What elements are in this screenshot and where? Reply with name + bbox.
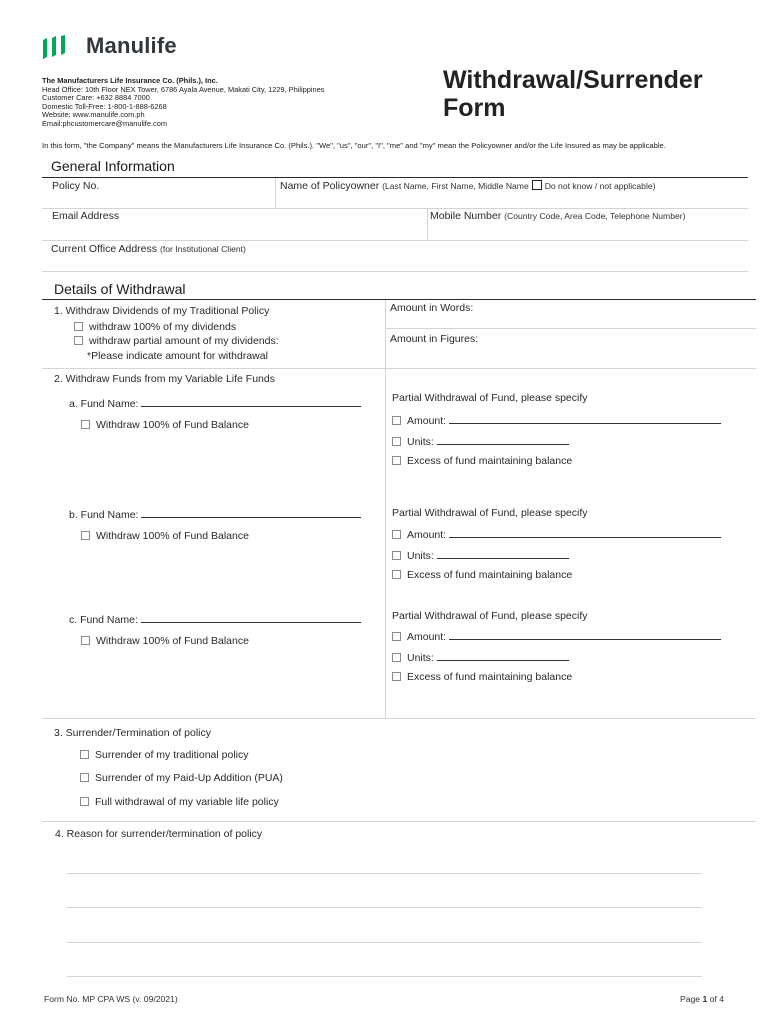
- fund-a-units[interactable]: Units:: [392, 434, 569, 448]
- company-info: [42, 77, 324, 129]
- divider: [42, 208, 748, 209]
- customer-care: Customer Care: +632 8884 7000: [42, 93, 150, 103]
- divider: [42, 368, 756, 369]
- amount-figures-field[interactable]: Amount in Figures:: [390, 333, 479, 345]
- checkbox[interactable]: [80, 750, 89, 759]
- reason-line[interactable]: [67, 873, 702, 874]
- fund-b-full-option[interactable]: Withdraw 100% of Fund Balance: [81, 530, 249, 542]
- fund-a-amount[interactable]: Amount:: [392, 413, 721, 427]
- checkbox[interactable]: [392, 632, 401, 641]
- fund-c-units[interactable]: Units:: [392, 650, 569, 664]
- amount-input[interactable]: [449, 413, 721, 424]
- checkbox[interactable]: [81, 420, 90, 429]
- divider: [275, 178, 276, 208]
- reason-line[interactable]: [67, 942, 702, 943]
- checkbox[interactable]: [392, 551, 401, 560]
- divider: [42, 299, 756, 300]
- fund-a-name-field[interactable]: a. Fund Name:: [69, 396, 361, 410]
- mobile-field[interactable]: [430, 210, 686, 222]
- amount-words-field[interactable]: Amount in Words:: [390, 302, 474, 314]
- surrender-pua-option[interactable]: Surrender of my Paid-Up Addition (PUA): [80, 772, 283, 784]
- fund-b-excess[interactable]: Excess of fund maintaining balance: [392, 569, 572, 581]
- item4-heading: 4. Reason for surrender/termination of policy: [55, 828, 263, 840]
- units-input[interactable]: [437, 650, 569, 661]
- fund-a-name-input[interactable]: [141, 396, 361, 407]
- dividend-note: *Please indicate amount for withdrawal: [87, 350, 268, 362]
- fund-b-units[interactable]: Units:: [392, 548, 569, 562]
- units-input[interactable]: [437, 548, 569, 559]
- divider: [42, 177, 748, 178]
- mobile-hint: (Country Code, Area Code, Telephone Number): [504, 211, 686, 221]
- checkbox[interactable]: [392, 456, 401, 465]
- fund-a-full-option[interactable]: Withdraw 100% of Fund Balance: [81, 419, 249, 431]
- general-info-title: General Information: [51, 158, 175, 174]
- divider: [42, 718, 756, 719]
- withdrawal-title: Details of Withdrawal: [54, 281, 186, 297]
- dividend-full-option[interactable]: withdraw 100% of my dividends: [74, 321, 236, 333]
- office-hint: (for Institutional Client): [159, 244, 246, 254]
- fund-a-partial-title: Partial Withdrawal of Fund, please specify: [392, 392, 588, 404]
- mobile-label: Mobile Number: [430, 210, 502, 222]
- checkbox[interactable]: [392, 416, 401, 425]
- fund-b-name-input[interactable]: [141, 507, 361, 518]
- amount-input[interactable]: [449, 629, 721, 640]
- checkbox[interactable]: [392, 437, 401, 446]
- divider: [42, 821, 756, 822]
- email-label: Email Address: [52, 210, 120, 222]
- fund-b-partial-title: Partial Withdrawal of Fund, please specify: [392, 507, 588, 519]
- website: Website: www.manulife.com.ph: [42, 110, 145, 120]
- checkbox[interactable]: [74, 336, 83, 345]
- checkbox[interactable]: [392, 530, 401, 539]
- divider: [42, 271, 748, 272]
- full-withdrawal-variable-option[interactable]: Full withdrawal of my variable life policy: [80, 796, 279, 808]
- fund-a-excess[interactable]: Excess of fund maintaining balance: [392, 455, 572, 467]
- fund-c-name-field[interactable]: c. Fund Name:: [69, 612, 361, 626]
- policyowner-hint: (Last Name, First Name, Middle Name: [382, 181, 529, 191]
- item2-heading: 2. Withdraw Funds from my Variable Life Funds: [54, 373, 275, 385]
- intro-text: In this form, "the Company" means the Manufacturers Life Insurance Co. (Phils.). "We", "us", "our", "I", "me" and "my" mean the Policyowner and/or the Life Insured as may be applicable.: [42, 141, 666, 150]
- policy-no-label: Policy No.: [52, 180, 100, 192]
- policyowner-field[interactable]: [280, 180, 656, 192]
- surrender-traditional-option[interactable]: Surrender of my traditional policy: [80, 749, 249, 761]
- form-title: Withdrawal/Surrender Form: [443, 66, 703, 122]
- head-office: Head Office: 10th Floor NEX Tower, 6786 Ayala Avenue, Makati City, 1229, Philippines: [42, 84, 325, 94]
- checkbox[interactable]: [80, 797, 89, 806]
- policyowner-label: Name of Policyowner: [280, 180, 380, 192]
- checkbox[interactable]: [74, 322, 83, 331]
- not-applicable-checkbox[interactable]: [532, 180, 542, 190]
- checkbox[interactable]: [392, 672, 401, 681]
- office-label: Current Office Address: [51, 243, 158, 255]
- checkbox[interactable]: [80, 773, 89, 782]
- fund-c-partial-title: Partial Withdrawal of Fund, please specify: [392, 610, 588, 622]
- office-address-field[interactable]: [51, 243, 246, 255]
- fund-c-amount[interactable]: Amount:: [392, 629, 721, 643]
- item1-heading: 1. Withdraw Dividends of my Traditional Policy: [54, 305, 270, 317]
- fund-b-amount[interactable]: Amount:: [392, 527, 721, 541]
- checkbox[interactable]: [392, 570, 401, 579]
- reason-line[interactable]: [67, 976, 702, 977]
- dividend-partial-option[interactable]: withdraw partial amount of my dividends:: [74, 335, 279, 347]
- reason-line[interactable]: [67, 907, 702, 908]
- divider: [42, 240, 748, 241]
- amount-input[interactable]: [449, 527, 721, 538]
- fund-b-name-field[interactable]: b. Fund Name:: [69, 507, 361, 521]
- fund-c-full-option[interactable]: Withdraw 100% of Fund Balance: [81, 635, 249, 647]
- divider: [427, 209, 428, 240]
- manulife-logo-icon: [42, 35, 68, 59]
- form-number: Form No. MP CPA WS (v. 09/2021): [44, 994, 178, 1004]
- fund-c-excess[interactable]: Excess of fund maintaining balance: [392, 671, 572, 683]
- brand-name: Manulife: [86, 33, 177, 58]
- toll-free: Domestic Toll-Free: 1-800-1-888-6268: [42, 101, 167, 111]
- checkbox[interactable]: [81, 636, 90, 645]
- fund-c-name-input[interactable]: [141, 612, 361, 623]
- not-applicable-label: Do not know / not applicable): [544, 181, 656, 191]
- checkbox[interactable]: [392, 653, 401, 662]
- units-input[interactable]: [437, 434, 569, 445]
- checkbox[interactable]: [81, 531, 90, 540]
- column-divider: [385, 300, 386, 718]
- divider: [386, 328, 756, 329]
- item3-heading: 3. Surrender/Termination of policy: [54, 727, 211, 739]
- company-email: Email:phcustomercare@manulife.com: [42, 118, 167, 128]
- page-indicator: Page 1 of 4: [680, 994, 724, 1004]
- company-name: The Manufacturers Life Insurance Co. (Phils.), Inc.: [42, 76, 218, 85]
